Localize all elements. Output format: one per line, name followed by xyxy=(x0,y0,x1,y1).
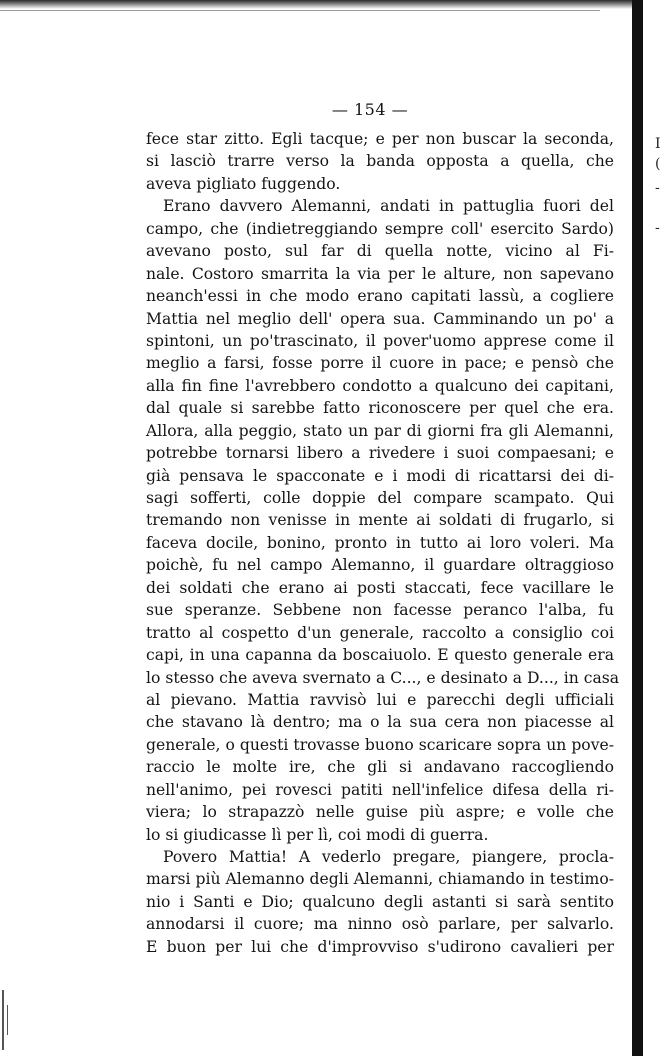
text-line: poichè, fu nel campo Alemanno, il guardare oltraggioso xyxy=(146,556,614,575)
text-line: avevano posto, sul far di quella notte, vicino al Fi- xyxy=(146,242,614,261)
text-line: Erano davvero Alemanni, andati in pattuglia fuori del xyxy=(163,197,614,216)
text-line: già pensava le spacconate e i modi di ricattarsi dei di- xyxy=(146,466,614,485)
text-line: E buon per lui che d'improvviso s'udirono cavalieri per xyxy=(146,937,614,956)
text-line: viera; lo strapazzò nelle guise più aspre; e volle che xyxy=(146,803,614,822)
facing-page-glyph: - xyxy=(655,220,660,236)
text-line: meglio a farsi, fosse porre il cuore in pace; e pensò che xyxy=(146,354,614,373)
text-line: dal quale si sarebbe fatto riconoscere per quel che era. xyxy=(146,399,614,418)
text-line: nell'animo, pei rovesci patiti nell'infelice difesa della ri- xyxy=(146,780,614,799)
text-line: fece star zitto. Egli tacque; e per non buscar la seconda, xyxy=(146,130,614,148)
text-line: tremando non venisse in mente ai soldati di frugarlo, si xyxy=(146,511,614,530)
text-line: potrebbe tornarsi libero a rivedere i suoi compaesani; e xyxy=(146,444,614,463)
text-line: spintoni, un po'trascinato, il pover'uomo apprese come il xyxy=(146,331,614,350)
facing-page-glyph: ( xyxy=(655,156,661,172)
text-line: Mattia nel meglio dell' opera sua. Camminando un po' a xyxy=(146,309,614,328)
text-line: nale. Costoro smarrita la via per le alture, non sapevano xyxy=(146,264,614,283)
scan-top-rule xyxy=(0,10,600,11)
text-line: sue speranze. Sebbene non facesse peranco l'alba, fu xyxy=(146,601,614,620)
page-number: — 154 — xyxy=(331,100,409,119)
text-line: che stavano là dentro; ma o la sua cera non piacesse al xyxy=(146,713,614,732)
text-line: dei soldati che erano ai posti staccati, fece vacillare le xyxy=(146,578,614,597)
text-line: si lasciò trarre verso la banda opposta a quella, che xyxy=(146,152,614,171)
text-line: neanch'essi in che modo erano capitati lassù, a cogliere xyxy=(146,287,614,306)
text-line: campo, che (indietreggiando sempre coll' esercito Sardo) xyxy=(146,219,614,238)
text-line: tratto al cospetto d'un generale, raccolto a consiglio coi xyxy=(146,623,614,642)
text-line: lo si giudicasse lì per lì, coi modi di guerra. xyxy=(146,825,489,844)
text-line: marsi più Alemanno degli Alemanni, chiamando in testimo- xyxy=(146,870,614,889)
text-line: raccio le molte ire, che gli si andavano raccogliendo xyxy=(146,758,614,777)
text-line: lo stesso che aveva svernato a C..., e desinato a D..., in casa xyxy=(146,668,620,687)
scan-left-mark xyxy=(2,990,4,1050)
scan-top-edge xyxy=(0,0,664,9)
scan-left-mark xyxy=(7,1005,8,1035)
body-text xyxy=(146,128,620,958)
text-line: faceva docile, bonino, pronto in tutto ai loro voleri. Ma xyxy=(146,533,614,552)
text-line: al pievano. Mattia ravvisò lui e parecchi degli ufficiali xyxy=(146,690,614,709)
text-line: Allora, alla peggio, stato un par di giorni fra gli Alemanni, xyxy=(146,421,614,440)
facing-page-glyph: I xyxy=(655,136,661,152)
facing-page-glyph: - xyxy=(655,180,660,196)
text-line: capi, in una capanna da boscaiuolo. E questo generale era xyxy=(146,646,614,665)
text-line: Povero Mattia! A vederlo pregare, piangere, procla- xyxy=(163,848,614,866)
text-line: alla fin fine l'avrebbero condotto a qualcuno dei capitani, xyxy=(146,376,614,395)
text-line: aveva pigliato fuggendo. xyxy=(146,174,341,193)
text-line: annodarsi il cuore; ma ninno osò parlare, per salvarlo. xyxy=(146,915,614,934)
text-line: generale, o questi trovasse buono scaricare sopra un pove- xyxy=(146,735,614,754)
text-line: nio i Santi e Dio; qualcuno degli astanti si sarà sentito xyxy=(146,892,614,911)
text-line: sagi sofferti, colle doppie del compare scampato. Qui xyxy=(146,489,614,507)
